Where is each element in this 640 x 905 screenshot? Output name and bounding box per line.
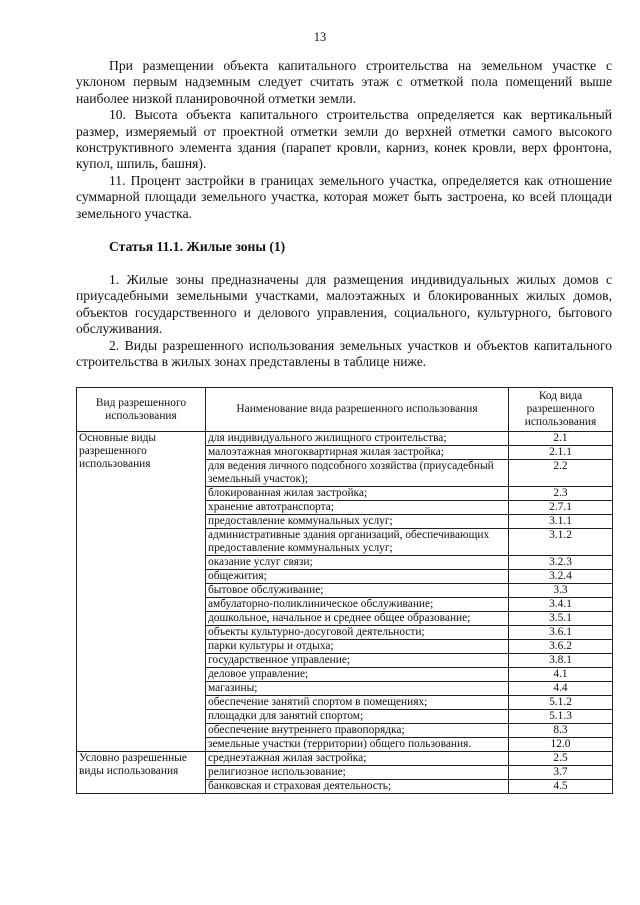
use-code-cell: 4.4 [509,682,613,696]
use-name-cell: предоставление коммунальных услуг; [206,515,509,529]
table-header-row [77,388,613,432]
paragraph: 10. Высота объекта капитального строительства определяется как вертикальный размер, измеряемый от проектной отметки земли до верхней отметки самого высокого конструктивного элемента здания (парапет кровли, карниз, конек кровли, верх фронтона, купол, шпиль, башня). [76,107,612,172]
use-name-cell: общежития; [206,570,509,584]
use-name-cell: среднеэтажная жилая застройка; [206,752,509,766]
use-name-cell: обеспечение внутреннего правопорядка; [206,724,509,738]
use-code-cell: 2.1 [509,432,613,446]
use-code-cell: 3.1.2 [509,529,613,556]
use-code-cell: 2.2 [509,460,613,487]
use-code-cell: 3.5.1 [509,612,613,626]
use-code-cell: 3.7 [509,766,613,780]
use-code-cell: 4.1 [509,668,613,682]
use-code-cell: 3.2.4 [509,570,613,584]
use-name-cell: для индивидуального жилищного строительства; [206,432,509,446]
paragraph: При размещении объекта капитального строительства на земельном участке с уклоном первым надземным следует считать этаж с отметкой пола помещений выше наиболее низкой планировочной отметки земли. [76,58,612,106]
page-number: 13 [313,30,327,44]
use-code-cell: 2.1.1 [509,446,613,460]
use-code-cell: 12.0 [509,738,613,752]
use-code-cell: 2.5 [509,752,613,766]
use-code-cell: 5.1.2 [509,696,613,710]
permitted-use-table [76,387,613,794]
paragraph: 1. Жилые зоны предназначены для размещения индивидуальных жилых домов с приусадебными земельными участками, малоэтажных и блокированных жилых домов, объектов государственного и делового управления, социального, культурного, бытового обслуживания. [76,272,612,337]
use-code-cell: 8.3 [509,724,613,738]
paragraph: 11. Процент застройки в границах земельного участка, определяется как отношение суммарной площади земельного участка, которая может быть застроена, ко всей площади земельного участка. [76,172,612,221]
group-label: Условно разрешенные виды использования [77,752,206,794]
use-code-cell: 3.3 [509,584,613,598]
use-name-cell: деловое управление; [206,668,509,682]
use-code-cell: 3.4.1 [509,598,613,612]
paragraph: 2. Виды разрешенного использования земельных участков и объектов капитального строительства в жилых зонах представлены в таблице ниже. [76,337,612,370]
use-name-cell: амбулаторно-поликлиническое обслуживание; [206,598,509,612]
use-name-cell: религиозное использование; [206,766,509,780]
use-code-cell: 3.8.1 [509,654,613,668]
use-name-cell: государственное управление; [206,654,509,668]
use-name-cell: земельные участки (территории) общего пользования. [206,738,509,752]
use-name-cell: хранение автотранспорта; [206,501,509,515]
use-name-cell: обеспечение занятий спортом в помещениях; [206,696,509,710]
use-name-cell: парки культуры и отдыха; [206,640,509,654]
use-code-cell: 5.1.3 [509,710,613,724]
header-cell: Вид разрешенного использования [77,388,206,432]
header-cell: Код вида разрешенного использования [509,388,613,432]
table-row [77,752,613,766]
use-code-cell: 3.1.1 [509,515,613,529]
use-code-cell: 3.6.2 [509,640,613,654]
use-code-cell: 3.6.1 [509,626,613,640]
use-name-cell: для ведения личного подсобного хозяйства (приусадебный земельный участок); [206,460,509,487]
use-name-cell: бытовое обслуживание; [206,584,509,598]
use-name-cell: оказание услуг связи; [206,556,509,570]
use-code-cell: 3.2.3 [509,556,613,570]
document-body [76,58,612,371]
article-heading: Статья 11.1. Жилые зоны (1) [109,239,286,255]
use-name-cell: малоэтажная многоквартирная жилая застройка; [206,446,509,460]
use-code-cell: 2.7.1 [509,501,613,515]
use-code-cell: 4.5 [509,780,613,794]
use-name-cell: площадки для занятий спортом; [206,710,509,724]
group-label: Основные виды разрешенного использования [77,432,206,752]
use-name-cell: блокированная жилая застройка; [206,487,509,501]
table-body [77,432,613,794]
header-cell: Наименование вида разрешенного использования [206,388,509,432]
use-code-cell: 2.3 [509,487,613,501]
use-name-cell: магазины; [206,682,509,696]
use-name-cell: дошкольное, начальное и среднее общее образование; [206,612,509,626]
use-name-cell: объекты культурно-досуговой деятельности; [206,626,509,640]
table-row [77,432,613,446]
use-name-cell: административные здания организаций, обеспечивающих предоставление коммунальных услуг; [206,529,509,556]
use-name-cell: банковская и страховая деятельность; [206,780,509,794]
